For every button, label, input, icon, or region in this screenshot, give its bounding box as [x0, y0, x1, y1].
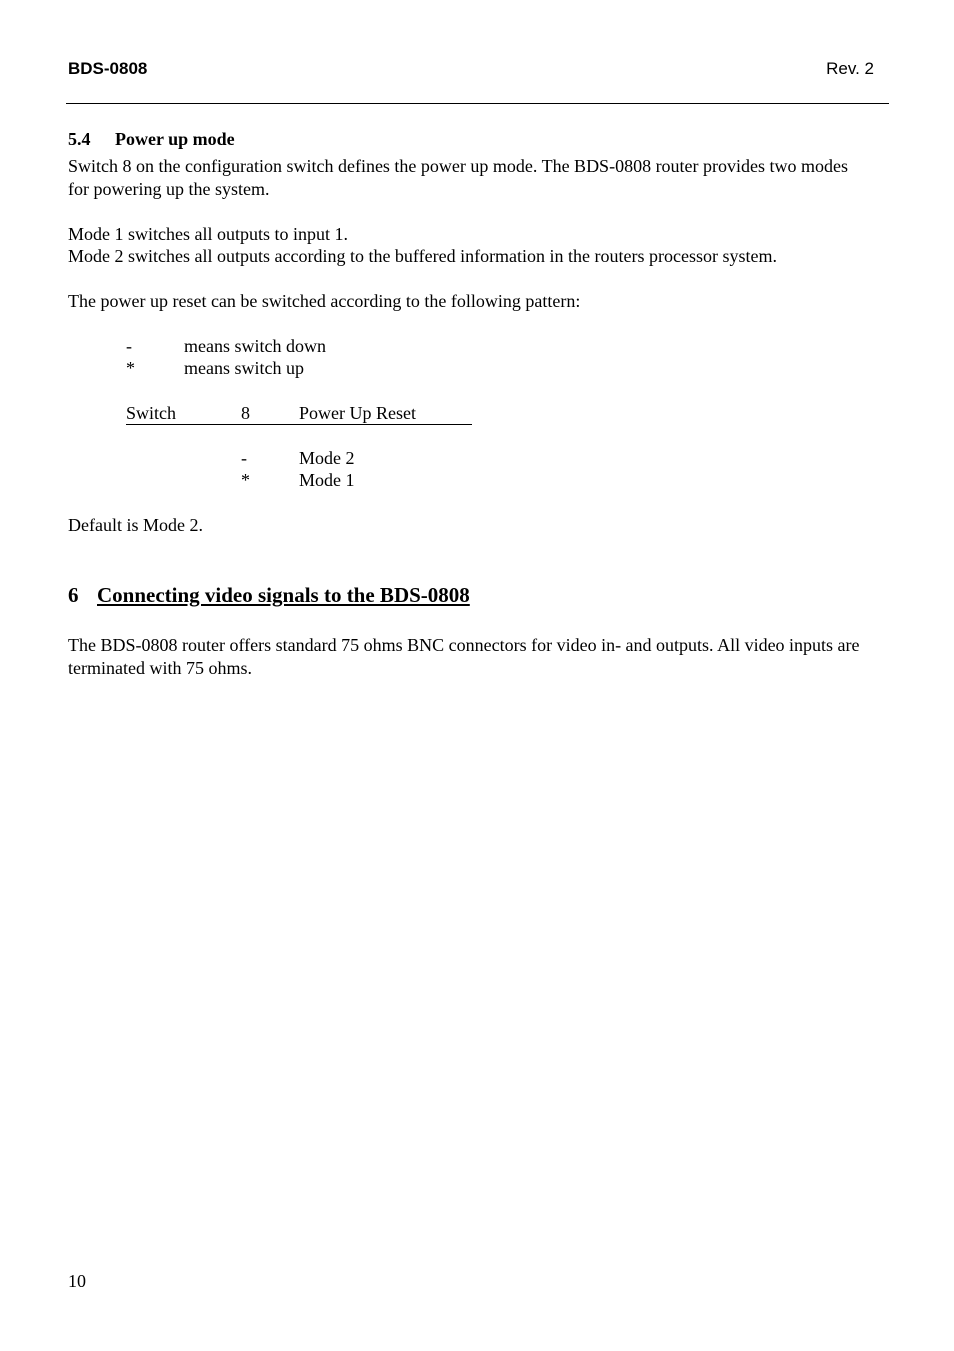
legend-symbol-up: * [126, 358, 135, 378]
pattern-intro: The power up reset can be switched according to the following pattern: [68, 291, 581, 311]
table-row-1-reset: Mode 2 [299, 448, 355, 468]
section-5-4-number: 5.4 [68, 129, 91, 149]
section-5-4-title: Power up mode [115, 129, 235, 149]
table-header-power-up-reset: Power Up Reset [299, 403, 416, 423]
legend-meaning-down: means switch down [184, 336, 326, 356]
switch-table-header [126, 402, 472, 425]
legend-meaning-up: means switch up [184, 358, 304, 378]
table-header-switch: Switch [126, 403, 177, 423]
mode-1-description: Mode 1 switches all outputs to input 1. [68, 224, 348, 244]
section-5-4-intro: Switch 8 on the configuration switch defines the power up mode. The BDS-0808 router provides two modes for powering up the system. [68, 156, 849, 199]
table-header-8: 8 [241, 403, 250, 423]
default-mode-note: Default is Mode 2. [68, 515, 203, 535]
header-revision: Rev. 2 [826, 59, 874, 78]
mode-2-description: Mode 2 switches all outputs according to the buffered information in the routers processor system. [68, 246, 778, 266]
legend-symbol-down: - [126, 336, 132, 356]
section-6-body: The BDS-0808 router offers standard 75 ohms BNC connectors for video in- and outputs. All video inputs are terminated with 75 ohms. [68, 635, 860, 678]
table-row-1-switch: - [241, 448, 247, 468]
header-divider [66, 103, 889, 104]
section-6-title: Connecting video signals to the BDS-0808 [97, 583, 470, 607]
page-number: 10 [68, 1271, 86, 1291]
table-row-2-switch: * [241, 470, 250, 490]
section-6-number: 6 [68, 583, 79, 607]
header-doc-id: BDS-0808 [68, 59, 148, 78]
table-row-2-reset: Mode 1 [299, 470, 355, 490]
